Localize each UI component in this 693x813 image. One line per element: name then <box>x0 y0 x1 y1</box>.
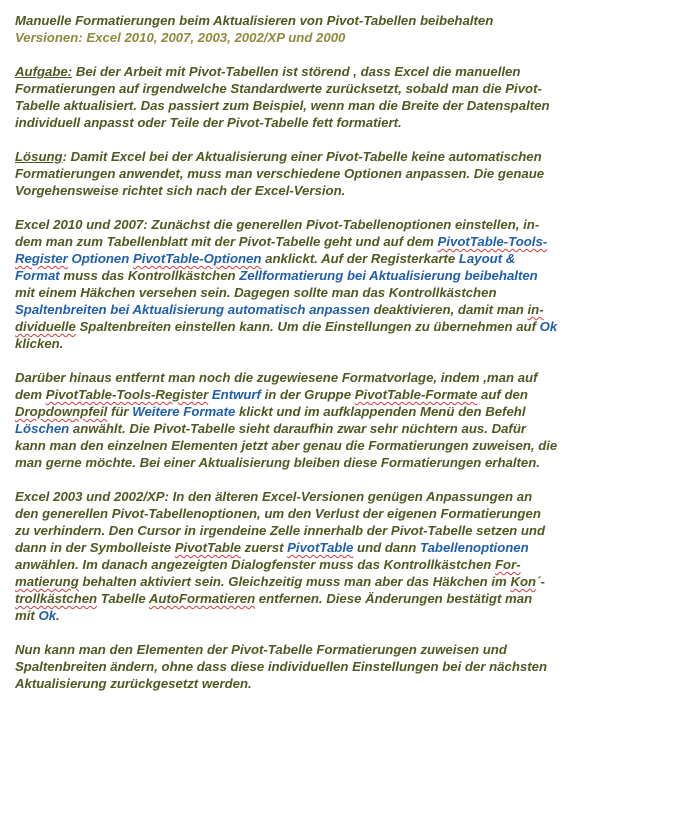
text-span: deaktivieren, damit man <box>369 302 528 317</box>
section-loesung <box>15 148 680 199</box>
loesung-label: Lösung <box>15 149 63 164</box>
text-span: Tabelle <box>97 591 149 606</box>
paragraph-line: Excel 2010 und 2007: Zunächst die generellen Pivot-Tabellenoptionen einstellen, in- <box>15 217 540 232</box>
optionen-term: Optionen <box>67 251 133 266</box>
paragraph-line: klicken. <box>15 336 64 351</box>
text-span: behalten aktiviert sein. Gleichzeitig muss man aber das Häkchen im <box>78 574 511 589</box>
paragraph-line: Vorgehensweise richtet sich nach der Excel-Version. <box>15 183 346 198</box>
format-term: Format <box>15 268 60 283</box>
section-darueber <box>15 369 680 471</box>
dropdownpfeil-term: Dropdownpfeil <box>15 404 108 419</box>
loeschen-term: Löschen <box>15 421 70 436</box>
text-span: Kon <box>510 574 537 589</box>
pivottable-formate-term: PivotTable-Formate <box>354 387 478 402</box>
section-excel-2010 <box>15 216 680 352</box>
text-span: entfernen. Diese Änderungen bestätigt man <box>255 591 533 606</box>
pivottable-term: PivotTable <box>174 540 241 555</box>
weitere-formate-term: Weitere Formate <box>132 404 236 419</box>
versions-line: Versionen: Excel 2010, 2007, 2003, 2002/XP und 2000 <box>15 30 346 45</box>
text-span: anklickt. Auf der Registerkarte <box>261 251 459 266</box>
section-excel-2003 <box>15 488 680 624</box>
paragraph-line: zu verhindern. Den Cursor in irgendeine Zelle innerhalb der Pivot-Tabelle setzen und <box>15 523 546 538</box>
paragraph-line: individuell anpasst oder Teile der Pivot-Tabelle fett formatiert. <box>15 115 402 130</box>
spaltenbreiten-term: Spaltenbreiten bei Aktualisierung automatisch anpassen <box>15 302 370 317</box>
autoformatieren-term: AutoFormatieren <box>148 591 256 606</box>
paragraph-line: mit einem Häkchen versehen sein. Dagegen sollte man das Kontrollkästchen <box>15 285 497 300</box>
paragraph-line: den generellen Pivot-Tabellenoptionen, um den Verlust der eigenen Formatierungen <box>15 506 541 521</box>
paragraph-line: Formatierungen anwendet, muss man verschiedene Optionen anpassen. Die genaue <box>15 166 545 181</box>
text-span: For- <box>495 557 521 572</box>
aufgabe-label: Aufgabe: <box>15 64 73 79</box>
zellformatierung-term: Zellformatierung bei Aktualisierung beibehalten <box>239 268 538 283</box>
text-span: zuerst <box>240 540 288 555</box>
text-span: mit <box>15 608 39 623</box>
text-span: anwählen. Im danach angezeigten Dialogfenster muss das Kontrollkästchen <box>15 557 495 572</box>
layout-term: Layout & <box>458 251 516 266</box>
text-span: dann in der Symbolleiste <box>15 540 175 555</box>
paragraph-line: Darüber hinaus entfernt man noch die zugewiesene Formatvorlage, indem ,man auf <box>15 370 538 385</box>
text-span: ´- <box>536 574 545 589</box>
paragraph-line: Excel 2003 und 2002/XP: In den älteren Excel-Versionen genügen Anpassungen an <box>15 489 533 504</box>
text-span: auf den <box>477 387 528 402</box>
paragraph-line: Nun kann man den Elementen der Pivot-Tabelle Formatierungen zuweisen und <box>15 642 507 657</box>
paragraph-line: man gerne möchte. Bei einer Aktualisierung bleiben diese Formatierungen erhalten. <box>15 455 540 470</box>
pivottable-tools-register-term: PivotTable-Tools-Register <box>45 387 209 402</box>
aufgabe-text: Bei der Arbeit mit Pivot-Tabellen ist störend , dass Excel die manuellen <box>72 64 521 79</box>
paragraph-line: kann man den einzelnen Elementen jetzt aber genau die Formatierungen zuweisen, die <box>15 438 558 453</box>
text-span: für <box>107 404 133 419</box>
text-span: . <box>56 608 60 623</box>
text-span: dem <box>15 387 46 402</box>
text-span: dividuelle <box>15 319 76 334</box>
ok-term: Ok <box>539 319 558 334</box>
section-schluss <box>15 641 680 692</box>
ok-term: Ok <box>38 608 57 623</box>
text-span: in der Gruppe <box>260 387 355 402</box>
document-title: Manuelle Formatierungen beim Aktualisieren von Pivot-Tabellen beibehalten <box>15 13 494 28</box>
document-body <box>15 12 680 692</box>
register-term: Register <box>15 251 68 266</box>
text-span: in- <box>527 302 544 317</box>
pivottable-optionen-term: PivotTable-Optionen <box>132 251 262 266</box>
paragraph-line: Aktualisierung zurückgesetzt werden. <box>15 676 252 691</box>
section-aufgabe <box>15 63 680 131</box>
text-span: und dann <box>353 540 421 555</box>
loesung-text: : Damit Excel bei der Aktualisierung einer Pivot-Tabelle keine automatischen <box>62 149 542 164</box>
pivottable-tools-link: PivotTable-Tools- <box>437 234 548 249</box>
pivottable-menu-term: PivotTable <box>287 540 354 555</box>
text-span: matierung <box>15 574 79 589</box>
entwurf-term: Entwurf <box>208 387 261 402</box>
text-span: trollkästchen <box>15 591 98 606</box>
text-span: Spaltenbreiten einstellen kann. Um die Einstellungen zu übernehmen auf <box>75 319 540 334</box>
text-span: muss das Kontrollkästchen <box>59 268 240 283</box>
paragraph-line: Tabelle aktualisiert. Das passiert zum Beispiel, wenn man die Breite der Datenspalten <box>15 98 550 113</box>
text-span: dem man zum Tabellenblatt mit der Pivot-Tabelle geht und auf dem <box>15 234 438 249</box>
paragraph-line: Spaltenbreiten ändern, ohne dass diese individuellen Einstellungen bei der nächsten <box>15 659 548 674</box>
paragraph-line: Formatierungen auf irgendwelche Standardwerte zurücksetzt, sobald man die Pivot- <box>15 81 542 96</box>
tabellenoptionen-term: Tabellenoptionen <box>420 540 529 555</box>
text-span: klickt und im aufklappenden Menü den Befehl <box>235 404 526 419</box>
text-span: anwählt. Die Pivot-Tabelle sieht daraufhin zwar sehr nüchtern aus. Dafür <box>69 421 527 436</box>
